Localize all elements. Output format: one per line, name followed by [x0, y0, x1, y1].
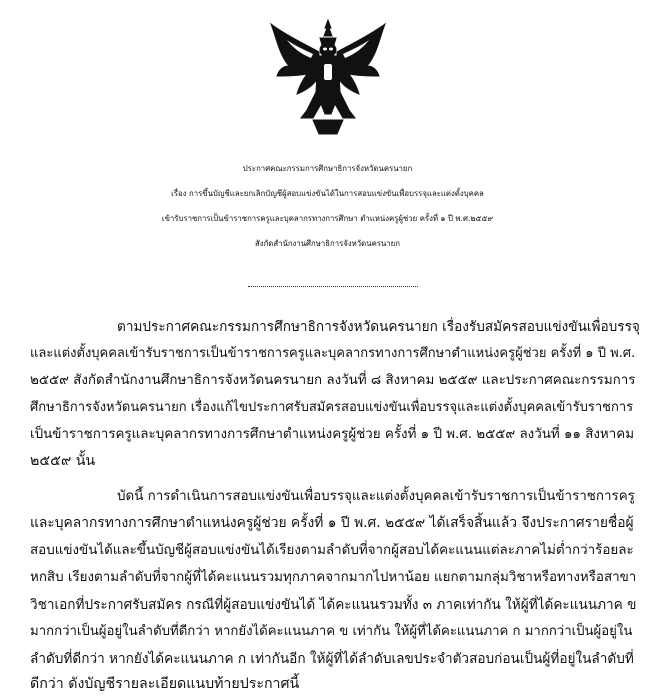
dotted-separator — [248, 286, 418, 287]
announcement-affiliation: สังกัดสำนักงานศึกษาธิการจังหวัดนครนายก — [255, 239, 400, 248]
paragraph-line: สอบแข่งขันได้และขึ้นบัญชีผู้สอบแข่งขันได้เรียงตามลำดับที่จากผู้สอบได้คะแนนแต่ละภาคไม่ต่ำกว่าร้อยละ — [30, 543, 634, 558]
announcement-subject-cont: เข้ารับราชการเป็นข้าราชการครูและบุคลากรทางการศึกษา ตำแหน่งครูผู้ช่วย ครั้งที่ ๑ ปี พ.ศ.๒๕๕๙ — [161, 214, 494, 223]
announcement-title: ประกาศคณะกรรมการศึกษาธิการจังหวัดนครนายก — [242, 164, 413, 173]
paragraph-line: มากกว่าเป็นผู้อยู่ในลำดับที่ดีกว่า หากยังได้คะแนนภาค ข เท่ากัน ให้ผู้ที่ได้คะแนนภาค ก มากกว่าเป็นผู้อยู่ใน — [30, 624, 633, 639]
paragraph-line: บัดนี้ การดำเนินการสอบแข่งขันเพื่อบรรจุและแต่งตั้งบุคคลเข้ารับราชการเป็นข้าราชการครู — [117, 489, 635, 504]
announcement-subject: เรื่อง การขึ้นบัญชีและยกเลิกบัญชีผู้สอบแข่งขันได้ในการสอบแข่งขันเพื่อบรรจุและแต่งตั้งบุคคล — [171, 189, 484, 198]
paragraph-line: ดีกว่า ดังบัญชีรายละเอียดแนบท้ายประกาศนี้ — [30, 676, 300, 692]
garuda-emblem-icon — [267, 18, 389, 136]
paragraph-line: ๒๕๕๙ นั้น — [30, 453, 96, 469]
paragraph-line: ศึกษาธิการจังหวัดนครนายก เรื่องแก้ไขประกาศรับสมัครสอบแข่งขันเพื่อบรรจุและแต่งตั้งบุคคลเข้ารับราชการ — [30, 400, 634, 415]
paragraph-line: ตามประกาศคณะกรรมการศึกษาธิการจังหวัดนครนายก เรื่องรับสมัครสอบแข่งขันเพื่อบรรจุ — [117, 319, 640, 335]
paragraph-line: หกสิบ เรียงตามลำดับที่จากผู้ที่ได้คะแนนรวมทุกภาคจากมากไปหาน้อย แยกตามกลุ่มวิชาหรือทางหรือสาขา — [30, 570, 637, 585]
paragraph-line: ลำดับที่ดีกว่า หากยังได้คะแนนภาค ก เท่ากันอีก ให้ผู้ที่ได้ลำดับเลขประจำตัวสอบก่อนเป็นผู้ที่อยู่ในลำดับที่ — [30, 651, 634, 667]
paragraph-line: วิชาเอกที่ประกาศรับสมัคร กรณีที่ผู้สอบแข่งขันได้ ได้คะแนนรวมทั้ง ๓ ภาคเท่ากัน ให้ผู้ที่ได้คะแนนภาค ข — [30, 597, 637, 613]
paragraph-line: และแต่งตั้งบุคคลเข้ารับราชการเป็นข้าราชการครูและบุคลากรทางการศึกษาตำแหน่งครูผู้ช่วย ครั้งที่ ๑ ปี พ.ศ. — [30, 346, 636, 361]
paragraph-line: และบุคลากรทางการศึกษาตำแหน่งครูผู้ช่วย ครั้งที่ ๑ ปี พ.ศ. ๒๕๕๙ ได้เสร็จสิ้นแล้ว จึงประกาศรายชื่อผู้ — [30, 515, 634, 531]
paragraph-line: ๒๕๕๙ สังกัดสำนักงานศึกษาธิการจังหวัดนครนายก ลงวันที่ ๘ สิงหาคม ๒๕๕๙ และประกาศคณะกรรมการ — [30, 373, 636, 388]
paragraph-line: เป็นข้าราชการครูและบุคลากรทางการศึกษาตำแหน่งครูผู้ช่วย ครั้งที่ ๑ ปี พ.ศ. ๒๕๕๙ ลงวันที่ ๑๑ สิงหาคม — [30, 427, 635, 442]
